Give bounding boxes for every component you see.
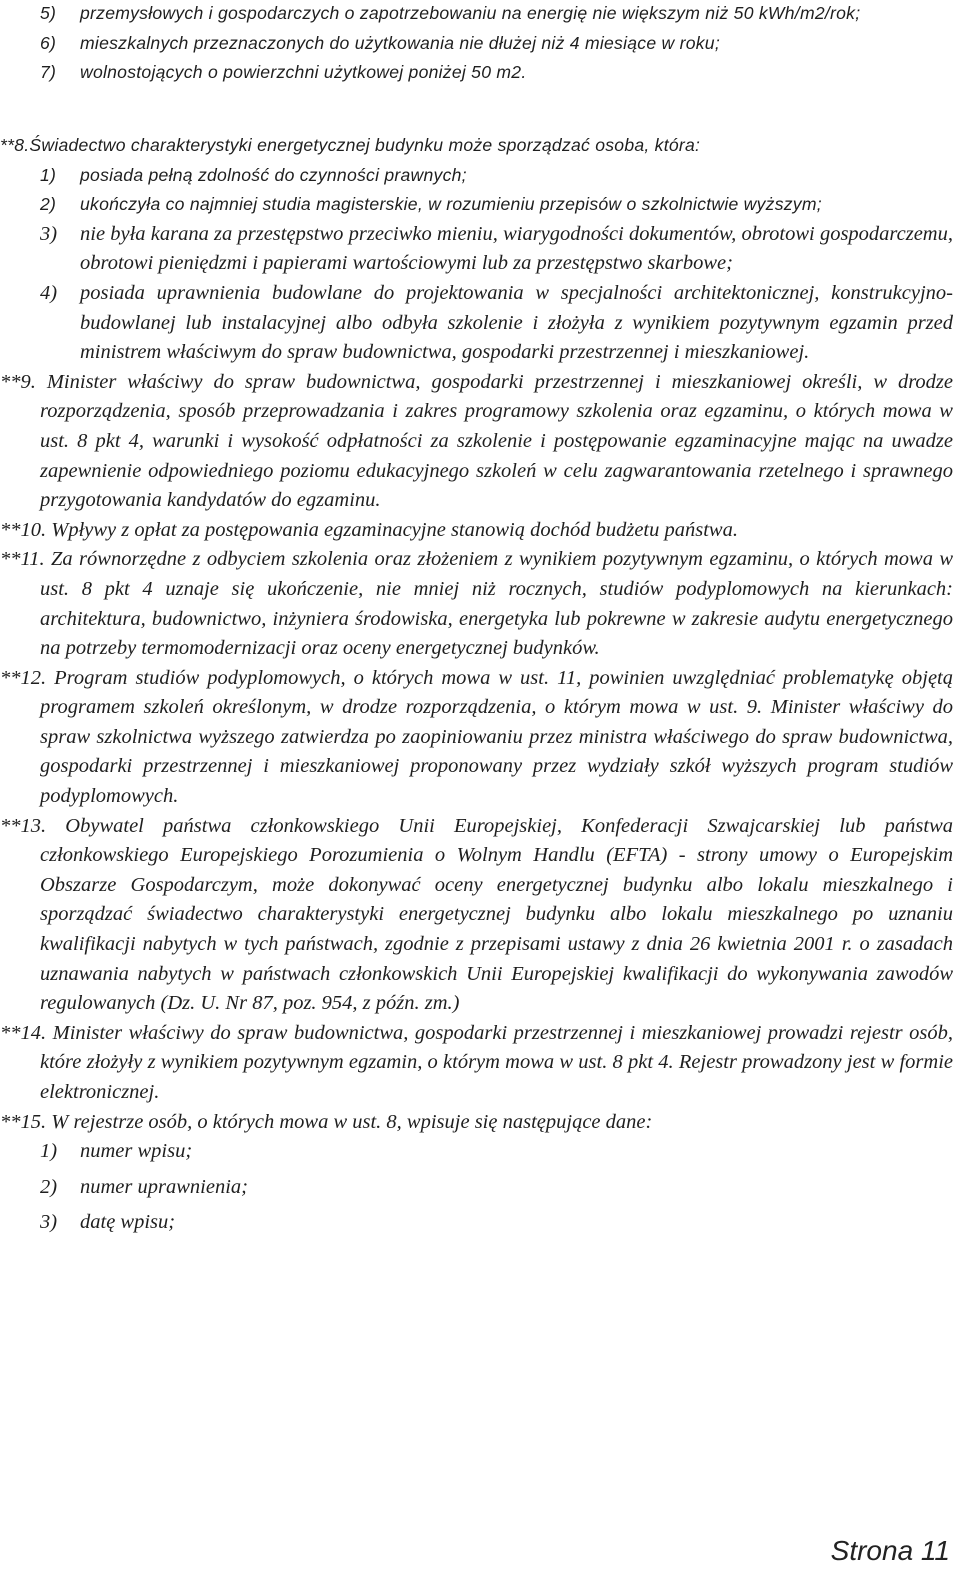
paragraph-10 <box>0 516 953 546</box>
list-item-text: posiada uprawnienia budowlane do projektowania w specjalności architektonicznej, konstrukcyjno-budowlanej lub instalacyjnej albo odbyła szkolenie i złożyła z wynikiem pozytywnym egzamin przed ministrem właściwym do spraw budownictwa, gospodarki przestrzennej i mieszkaniowej. <box>80 281 953 364</box>
list-item-number: 7) <box>40 62 57 83</box>
list-item <box>40 29 953 59</box>
list-item-number: 5) <box>40 3 57 23</box>
list-item-text: numer wpisu; <box>80 1140 193 1163</box>
list-item-text: datę wpisu; <box>80 1211 176 1234</box>
list-item <box>40 0 953 29</box>
paragraph-number: **8. <box>0 135 30 155</box>
paragraph-13 <box>0 812 953 1019</box>
paragraph-text: Minister właściwy do spraw budownictwa, gospodarki przestrzennej i mieszkaniowej prowadzi rejestr osób, które złożyły z wynikiem pozytywnym egzamin, o którym mowa w ust. 8 pkt 4. Rejestr prowadzony jest w formie elektronicznej. <box>40 1021 953 1103</box>
list-item-text: wolnostojących o powierzchni użytkowej poniżej 50 m2. <box>80 62 527 83</box>
paragraph-text: Program studiów podyplomowych, o których mowa w ust. 11, powinien uwzględniać problematykę objętą programem szkoleń określonym, w drodze rozporządzenia, o którym mowa w ust. 9. Minister właściwy do spraw szkolnictwa wyższego zatwierdza po zaopiniowaniu przez ministra właściwego do spraw budownictwa, gospodarki przestrzennej i mieszkaniowej proponowany przez wydziały szkół wyższych program studiów podyplomowych. <box>40 666 954 808</box>
list-item <box>40 161 953 191</box>
paragraph-text: Obywatel państwa członkowskiego Unii Europejskiej, Konfederacji Szwajcarskiej lub państwa członkowskiego Europejskiego Porozumienia o Wolnym Handlu (EFTA) - strony umowy o Europejskim Obszarze Gospodarczym, może dokonywać oceny energetycznej budynku albo lokalu mieszkalnego i sporządzać świadectwo charakterystyki energetycznej budynku albo lokalu mieszkalnego po uznaniu kwalifikacji nabytych w tych państwach, zgodnie z przepisami ustawy z dnia 26 kwietnia 2001 r. o zasadach uznawania nabytych w państwach członkowskich Unii Europejskiej kwalifikacji do wykonywania zawodów regulowanych (Dz. U. Nr 87, poz. 954, z późn. zm.) <box>40 814 953 1015</box>
list-item-number: 6) <box>40 32 57 53</box>
list-item-number: 1) <box>40 164 57 185</box>
paragraph-15-list <box>0 1137 953 1238</box>
list-item-text: przemysłowych i gospodarczych o zapotrzebowaniu na energię nie większym niż 50 kWh/m2/rok; <box>80 3 861 23</box>
document-body <box>0 131 953 1238</box>
paragraph-text: Wpływy z opłat za postępowania egzaminacyjne stanowią dochód budżetu państwa. <box>51 518 738 541</box>
paragraph-12 <box>0 664 953 812</box>
list-item-number: 2) <box>40 194 57 215</box>
paragraph-8-list <box>0 161 953 368</box>
list-item-text: numer uprawnienia; <box>80 1175 248 1198</box>
list-item <box>40 190 953 220</box>
paragraph-number: **12. <box>0 666 47 689</box>
paragraph-text: Świadectwo charakterystyki energetycznej budynku może sporządzać osoba, która: <box>29 135 701 155</box>
list-item-number: 4) <box>40 281 58 304</box>
list-item-text: posiada pełną zdolność do czynności prawnych; <box>80 164 467 185</box>
paragraph-number: **15. <box>0 1110 47 1133</box>
paragraph-number: **11. <box>0 548 45 571</box>
continued-list <box>40 0 953 88</box>
paragraph-9 <box>0 368 953 516</box>
paragraph-text: W rejestrze osób, o których mowa w ust. 8, wpisuje się następujące dane: <box>51 1110 653 1133</box>
list-item-number: 2) <box>40 1175 58 1198</box>
paragraph-text: Za równorzędne z odbyciem szkolenia oraz złożeniem z wynikiem pozytywnym egzaminu, o których mowa w ust. 8 pkt 4 uznaje się ukończenie, nie mniej niż rocznych, studiów podyplomowych na kierunkach: architektura, budownictwo, inżyniera środowiska, energetyka lub pokrewne w zakresie audytu energetycznego na potrzeby termomodernizacji oraz oceny energetycznej budynków. <box>40 548 954 660</box>
list-item-text: mieszkalnych przeznaczonych do użytkowania nie dłużej niż 4 miesiące w roku; <box>80 32 720 53</box>
list-item-number: 3) <box>40 222 58 245</box>
list-item-text: ukończyła co najmniej studia magisterskie, w rozumieniu przepisów o szkolnictwie wyższym; <box>80 194 822 215</box>
list-item <box>40 279 953 368</box>
paragraph-text: Minister właściwy do spraw budownictwa, gospodarki przestrzennej i mieszkaniowej określi, w drodze rozporządzenia, sposób przeprowadzania i zakres programowy szkolenia oraz egzaminu, o których mowa w ust. 8 pkt 4, warunki i wysokość odpłatności za szkolenie i postępowanie egzaminacyjne mając na uwadze zapewnienie odpowiedniego poziomu edukacyjnego szkoleń w celu zagwarantowania rzetelnego i sprawnego przygotowania kandydatów do egzaminu. <box>40 370 954 512</box>
list-item-number: 1) <box>40 1140 58 1163</box>
page-number: Strona 11 <box>830 1535 950 1566</box>
list-item <box>40 1137 953 1167</box>
list-item <box>40 58 953 88</box>
list-item <box>40 1208 953 1238</box>
list-item-text: nie była karana za przestępstwo przeciwko mieniu, wiarygodności dokumentów, obrotowi gospodarczemu, obrotowi pieniędzmi i papierami wartościowymi lub za przestępstwo skarbowe; <box>80 222 953 275</box>
list-item <box>40 220 953 279</box>
paragraph-14 <box>0 1019 953 1108</box>
paragraph-number: **13. <box>0 814 47 837</box>
paragraph-15 <box>0 1108 953 1138</box>
paragraph-number: **14. <box>0 1021 47 1044</box>
paragraph-8 <box>0 131 953 161</box>
paragraph-11 <box>0 545 953 663</box>
list-item-number: 3) <box>40 1211 58 1234</box>
paragraph-number: **9. <box>0 370 36 393</box>
paragraph-number: **10. <box>0 518 47 541</box>
list-item <box>40 1173 953 1203</box>
